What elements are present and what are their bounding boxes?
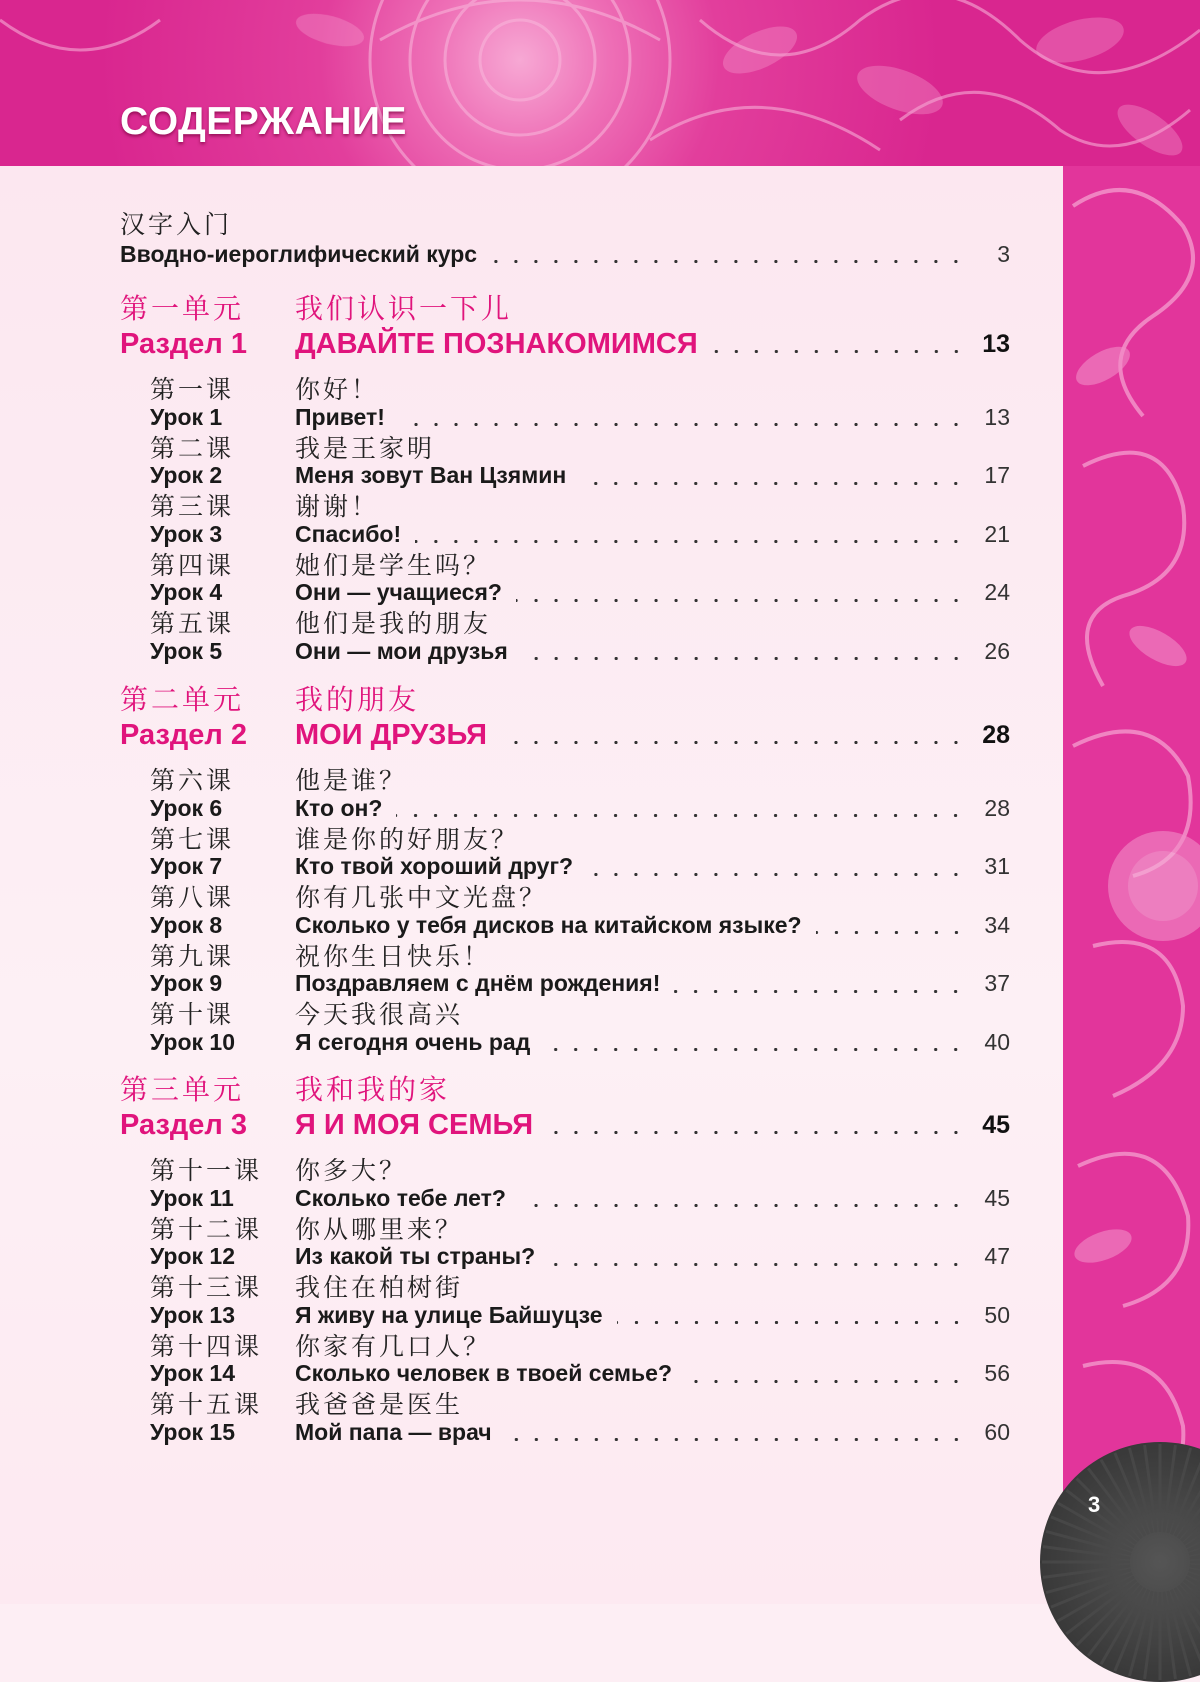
lesson-cn-number: 第十三课: [150, 1273, 263, 1303]
dot-leader: [506, 1438, 966, 1441]
lesson-cn-title: 你从哪里来？: [295, 1214, 464, 1244]
lesson-page-number: 28: [984, 794, 1010, 821]
content-panel: [0, 166, 1063, 1604]
dot-leader: [522, 657, 966, 660]
lesson-ru-number: Урок 15: [150, 1418, 236, 1445]
lesson-cn-title: 谁是你的好朋友？: [295, 824, 520, 854]
lesson-cn-number: 第五课: [150, 609, 235, 639]
dot-leader: [686, 1380, 966, 1383]
dot-leader: [544, 1048, 966, 1051]
lesson-cn-title: 你好！: [295, 375, 380, 404]
section-cn-row: [120, 292, 1010, 325]
lesson-ru-row: [120, 578, 1010, 608]
page-title: СОДЕРЖАНИЕ: [120, 100, 407, 143]
lesson-ru-row: [120, 636, 1010, 666]
lesson-cn-title: 他是谁？: [295, 766, 408, 795]
lesson-cn-title: 你多大？: [295, 1156, 408, 1185]
page-number: 3: [1088, 1492, 1101, 1517]
lesson-ru-number: Урок 11: [150, 1184, 234, 1211]
lesson-ru-row: [120, 793, 1010, 823]
lesson-ru-number: Урок 9: [150, 970, 223, 997]
lesson-cn-row: [120, 1271, 1010, 1301]
lesson-cn-number: 第七课: [150, 824, 235, 854]
dot-leader: [580, 482, 966, 485]
lesson-cn-title: 你有几张中文光盘？: [295, 883, 548, 913]
sunburst-ray: [1043, 1566, 1130, 1577]
lesson-ru-number: Урок 5: [150, 637, 223, 664]
lesson-ru-row: [120, 1242, 1010, 1272]
lesson-ru-title: Сколько человек в твоей семье?: [295, 1360, 672, 1387]
section-cn-title: 我的朋友: [295, 683, 420, 716]
lesson-ru-row: [120, 1300, 1010, 1330]
dot-leader: [516, 599, 966, 602]
lesson-cn-number: 第三课: [150, 492, 235, 522]
lesson-ru-row: [120, 402, 1010, 432]
side-ornament-band: [1063, 166, 1200, 1604]
lesson-ru-title: Сколько тебе лет?: [295, 1184, 506, 1211]
lesson-page-number: 37: [984, 970, 1010, 997]
lesson-ru-title: Они — мои друзья: [295, 637, 508, 664]
section-cn-number: 第二单元: [120, 683, 245, 716]
lesson-ru-title: Спасибо!: [295, 520, 402, 547]
section-page-number: 45: [982, 1110, 1010, 1139]
lesson-page-number: 40: [984, 1028, 1010, 1055]
lesson-cn-row: [120, 1213, 1010, 1243]
sunburst-ray: [1164, 1592, 1175, 1679]
lesson-ru-number: Урок 10: [150, 1028, 236, 1055]
sunburst-ray: [1129, 1448, 1152, 1533]
section-ru-row: [120, 329, 1010, 359]
sunburst-ray: [1164, 1445, 1175, 1532]
side-floral-icon: [1063, 166, 1200, 1604]
lesson-cn-number: 第一课: [150, 375, 235, 404]
dot-leader: [547, 1131, 966, 1134]
sunburst-ray: [1168, 1448, 1191, 1533]
lesson-cn-row: [120, 607, 1010, 637]
lesson-cn-title: 他们是我的朋友: [295, 609, 492, 639]
lesson-page-number: 45: [984, 1184, 1010, 1211]
section-ru-number: Раздел 3: [120, 1108, 248, 1141]
dot-leader: [396, 814, 966, 817]
sunburst-icon: [1040, 1442, 1200, 1682]
dot-leader: [816, 931, 966, 934]
lesson-cn-number: 第十二课: [150, 1214, 263, 1244]
lesson-page-number: 21: [984, 520, 1010, 547]
section-cn-row: [120, 1073, 1010, 1106]
lesson-ru-title: Поздравляем с днём рождения!: [295, 970, 661, 997]
section-cn-number: 第一单元: [120, 292, 245, 325]
lesson-cn-number: 第九课: [150, 941, 235, 971]
lesson-ru-title: Из какой ты страны?: [295, 1243, 536, 1270]
lesson-cn-row: [120, 823, 1010, 853]
sunburst-ray: [1145, 1592, 1156, 1679]
lesson-ru-title: Мой папа — врач: [295, 1418, 492, 1445]
lesson-ru-row: [120, 969, 1010, 999]
section-ru-title: Я И МОЯ СЕМЬЯ: [295, 1108, 534, 1141]
dot-leader: [549, 1263, 966, 1266]
lesson-page-number: 17: [984, 462, 1010, 489]
lesson-cn-number: 第十四课: [150, 1331, 263, 1361]
lesson-ru-row: [120, 1359, 1010, 1389]
lesson-ru-title: Я живу на улице Байшуцзе: [295, 1301, 603, 1328]
intro-cn-title: 汉字入门: [120, 210, 233, 239]
sunburst-ray: [1043, 1547, 1130, 1558]
section-ru-number: Раздел 2: [120, 718, 248, 751]
lesson-ru-title: Они — учащиеся?: [295, 579, 502, 606]
lesson-cn-row: [120, 1388, 1010, 1418]
lesson-cn-row: [120, 764, 1010, 794]
section-ru-title: МОИ ДРУЗЬЯ: [295, 718, 488, 751]
sunburst-ray: [1046, 1570, 1131, 1593]
lesson-cn-row: [120, 373, 1010, 403]
sunburst-ray: [1046, 1531, 1131, 1554]
dot-leader: [587, 873, 966, 876]
intro-ru-row: [120, 239, 1010, 269]
lesson-cn-title: 祝你生日快乐！: [295, 941, 492, 971]
lesson-ru-row: [120, 519, 1010, 549]
lesson-ru-number: Урок 6: [150, 794, 223, 821]
page-number-disc: [1040, 1442, 1200, 1682]
lesson-cn-row: [120, 1154, 1010, 1184]
lesson-cn-row: [120, 490, 1010, 520]
lesson-page-number: 26: [984, 637, 1010, 664]
section-ru-title: ДАВАЙТЕ ПОЗНАКОМИМСЯ: [295, 327, 698, 360]
lesson-cn-title: 我是王家明: [295, 433, 436, 463]
section-cn-title: 我们认识一下儿: [295, 292, 513, 325]
lesson-page-number: 47: [984, 1243, 1010, 1270]
lesson-cn-number: 第二课: [150, 433, 235, 463]
lesson-cn-title: 谢谢！: [295, 492, 380, 522]
lesson-ru-row: [120, 852, 1010, 882]
lesson-ru-title: Меня зовут Ван Цзямин: [295, 462, 567, 489]
lesson-cn-number: 第四课: [150, 550, 235, 580]
lesson-ru-row: [120, 1417, 1010, 1447]
section-page-number: 13: [982, 329, 1010, 358]
lesson-cn-number: 第十五课: [150, 1390, 263, 1420]
lesson-ru-row: [120, 1183, 1010, 1213]
dot-leader: [399, 423, 966, 426]
lesson-page-number: 31: [984, 853, 1010, 880]
dot-leader: [415, 540, 966, 543]
lesson-cn-title: 我爸爸是医生: [295, 1390, 464, 1420]
lesson-cn-row: [120, 549, 1010, 579]
lesson-cn-title: 她们是学生吗？: [295, 550, 492, 580]
lesson-cn-title: 今天我很高兴: [295, 1000, 464, 1030]
lesson-cn-row: [120, 998, 1010, 1028]
lesson-page-number: 13: [984, 403, 1010, 430]
lesson-ru-number: Урок 7: [150, 853, 223, 880]
lesson-ru-title: Сколько у тебя дисков на китайском языке?: [295, 911, 802, 938]
dot-leader: [491, 260, 966, 263]
lesson-cn-number: 第十课: [150, 1000, 235, 1030]
section-cn-row: [120, 683, 1010, 716]
lesson-ru-number: Урок 14: [150, 1360, 236, 1387]
lesson-cn-row: [120, 1330, 1010, 1360]
lesson-ru-row: [120, 1027, 1010, 1057]
lesson-cn-title: 你家有几口人？: [295, 1331, 492, 1361]
lesson-ru-number: Урок 12: [150, 1243, 236, 1270]
section-page-number: 28: [982, 720, 1010, 749]
dot-leader: [712, 350, 966, 353]
lesson-cn-row: [120, 881, 1010, 911]
lesson-ru-title: Кто твой хороший друг?: [295, 853, 574, 880]
dot-leader: [674, 990, 966, 993]
lesson-page-number: 56: [984, 1360, 1010, 1387]
section-ru-row: [120, 720, 1010, 750]
lesson-ru-title: Кто он?: [295, 794, 383, 821]
lesson-ru-number: Урок 4: [150, 579, 223, 606]
lesson-page-number: 50: [984, 1301, 1010, 1328]
lesson-cn-number: 第八课: [150, 883, 235, 913]
sunburst-ray: [1145, 1445, 1156, 1532]
intro-ru-title: Вводно-иероглифический курс: [120, 240, 478, 267]
lesson-cn-row: [120, 432, 1010, 462]
section-ru-number: Раздел 1: [120, 327, 248, 360]
lesson-page-number: 34: [984, 911, 1010, 938]
lesson-ru-row: [120, 461, 1010, 491]
header-banner: [0, 0, 1200, 166]
lesson-cn-number: 第十一课: [150, 1156, 263, 1185]
lesson-cn-title: 我住在柏树街: [295, 1273, 464, 1303]
section-cn-title: 我和我的家: [295, 1073, 451, 1106]
section-ru-row: [120, 1110, 1010, 1140]
dot-leader: [501, 741, 966, 744]
intro-cn-row: [120, 208, 1010, 238]
lesson-ru-title: Я сегодня очень рад: [295, 1028, 531, 1055]
lesson-ru-title: Привет!: [295, 403, 385, 430]
lesson-ru-number: Урок 1: [150, 403, 223, 430]
lesson-ru-number: Урок 2: [150, 462, 223, 489]
section-cn-number: 第三单元: [120, 1073, 245, 1106]
lesson-ru-number: Урок 3: [150, 520, 223, 547]
dot-leader: [520, 1204, 966, 1207]
intro-page-number: 3: [997, 240, 1010, 267]
lesson-cn-number: 第六课: [150, 766, 235, 795]
lesson-ru-row: [120, 910, 1010, 940]
lesson-page-number: 60: [984, 1418, 1010, 1445]
lesson-ru-number: Урок 8: [150, 911, 223, 938]
lesson-ru-number: Урок 13: [150, 1301, 236, 1328]
dot-leader: [617, 1321, 966, 1324]
lesson-cn-row: [120, 940, 1010, 970]
lesson-page-number: 24: [984, 579, 1010, 606]
